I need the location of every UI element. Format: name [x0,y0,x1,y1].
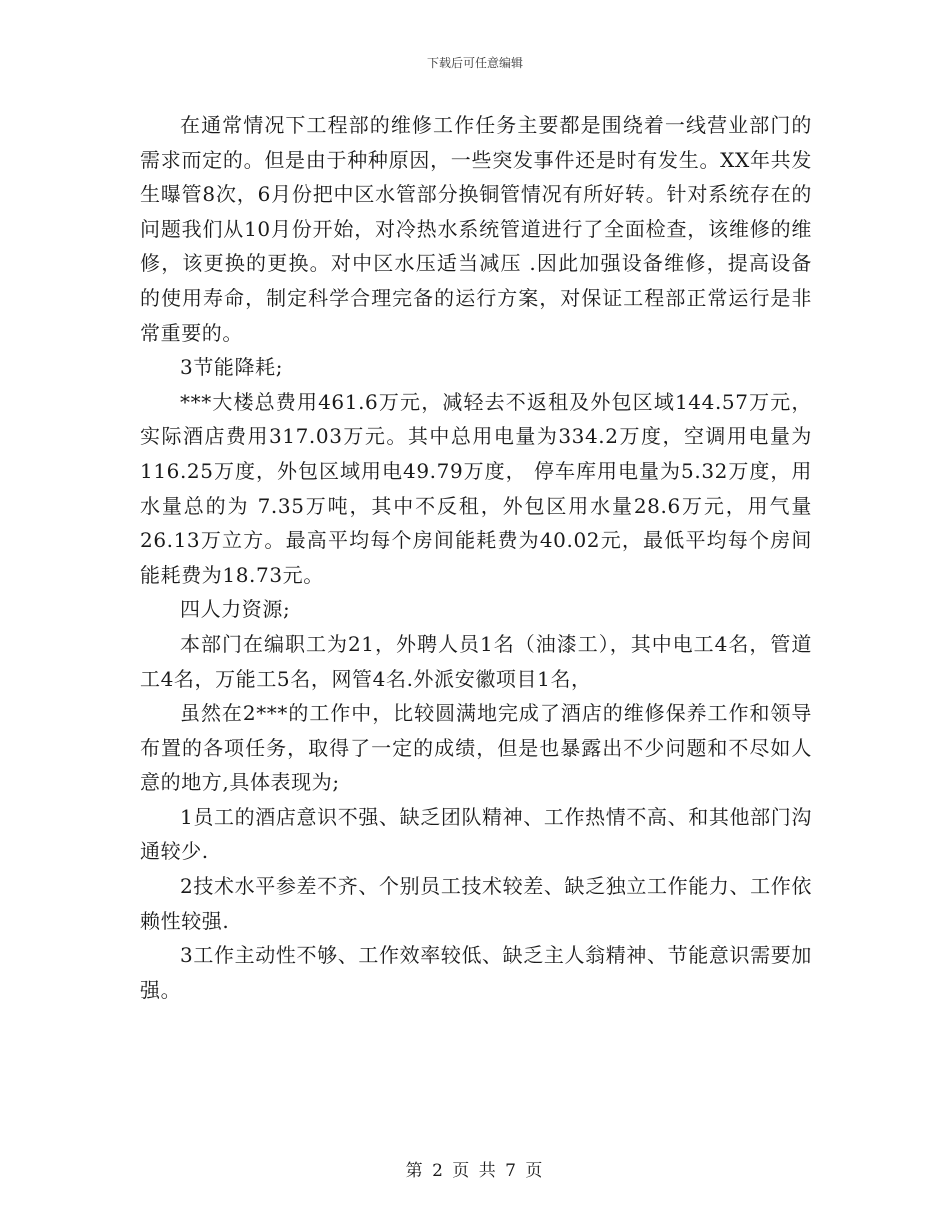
paragraph-energy-costs: ***大楼总费用461.6万元，减轻去不返租及外包区域144.57万元，实际酒店费用317.03万元。其中总用电量为334.2万度，空调用电量为116.25万度，外包区域用电49.79万度， 停车库用电量为5.32万度，用水量总的为 7.35万吨，其中不反租，外包区用水量28.6万元，用气量26.13万立方。最高平均每个房间能耗费为40.02元，最低平均每个房间能耗费为18.73元。 [140,389,812,587]
heading-human-resources: 四人力资源; [180,597,291,622]
paragraph-issue-3: 3工作主动性不够、工作效率较低、缺乏主人翁精神、节能意识需要加强。 [140,943,812,1002]
paragraph-maintenance: 在通常情况下工程部的维修工作任务主要都是围绕着一线营业部门的需求而定的。但是由于种种原因，一些突发事件还是时有发生。XX年共发生曝管8次，6月份把中区水管部分换铜管情况有所好转。针对系统存在的问题我们从10月份开始，对冷热水系统管道进行了全面检查，该维修的维修，该更换的更换。对中区水压适当减压 .因此加强设备维修，提高设备的使用寿命，制定科学合理完备的运行方案，对保证工程部正常运行是非常重要的。 [140,113,812,345]
page-header: 下载后可任意编辑 [426,56,523,70]
heading-energy-saving: 3节能降耗; [180,355,284,380]
paragraph-staffing: 本部门在编职工为21，外聘人员1名（油漆工），其中电工4名，管道工4名，万能工5名，网管4名.外派安徽项目1名， [140,631,812,691]
paragraph-summary: 虽然在2***的工作中，比较圆满地完成了酒店的维修保养工作和领导布置的各项任务，取得了一定的成绩，但是也暴露出不少问题和不尽如人意的地方,具体表现为; [140,701,812,795]
page-number: 第 2 页 共 7 页 [405,1161,545,1181]
paragraph-issue-1: 1员工的酒店意识不强、缺乏团队精神、工作热情不高、和其他部门沟通较少. [140,804,812,864]
document-body [140,108,812,1007]
paragraph-issue-2: 2技术水平参差不齐、个别员工技术较差、缺乏独立工作能力、工作依赖性较强. [140,874,812,933]
